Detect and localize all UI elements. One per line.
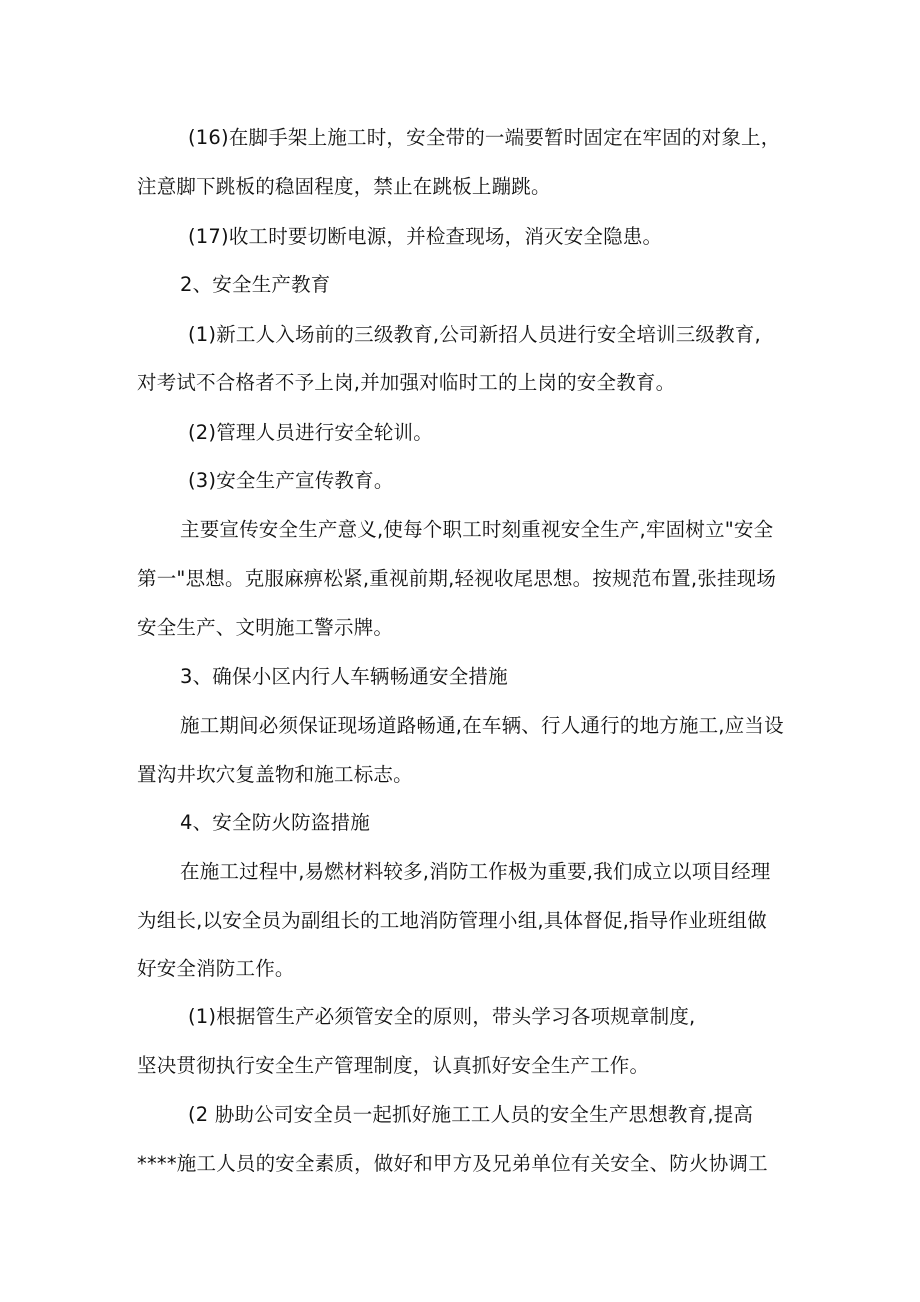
text-line: 为组长,以安全员为副组长的工地消防管理小组,具体督促,指导作业班组做 — [137, 909, 767, 932]
text-line: 好安全消防工作。 — [137, 957, 295, 980]
section-heading: 3、确保小区内行人车辆畅通安全措施 — [180, 665, 508, 688]
text-line: (17)收工时要切断电源，并检查现场，消灭安全隐患。 — [188, 225, 663, 248]
text-line: 主要宣传安全生产意义,使每个职工时刻重视安全生产,牢固树立"安全 — [180, 518, 774, 541]
text-line: (16)在脚手架上施工时，安全带的一端要暂时固定在牢固的对象上， — [188, 126, 781, 149]
section-heading: 2、安全生产教育 — [180, 273, 331, 296]
text-line: 施工期间必须保证现场道路畅通,在车辆、行人通行的地方施工,应当设 — [180, 714, 784, 737]
text-line: 坚决贯彻执行安全生产管理制度，认真抓好安全生产工作。 — [137, 1054, 650, 1077]
text-line: (3)安全生产宣传教育。 — [188, 469, 394, 492]
text-line: (2 胁助公司安全员一起抓好施工工人员的安全生产思想教育,提高 — [188, 1103, 754, 1126]
text-line: 第一"思想。克服麻痹松紧,重视前期,轻视收尾思想。按规范布置,张挂现场 — [137, 567, 777, 590]
section-heading: 4、安全防火防盗措施 — [180, 811, 370, 834]
text-line: 对考试不合格者不予上岗,并加强对临时工的上岗的安全教育。 — [137, 371, 676, 394]
text-line: 置沟井坎穴复盖物和施工标志。 — [137, 763, 413, 786]
text-line: ****施工人员的安全素质，做好和甲方及兄弟单位有关安全、防火协调工 — [137, 1152, 768, 1175]
text-line: 注意脚下跳板的稳固程度，禁止在跳板上蹦跳。 — [137, 175, 551, 198]
text-line: 安全生产、文明施工警示牌。 — [137, 616, 394, 639]
text-line: 在施工过程中,易燃材料较多,消防工作极为重要,我们成立以项目经理 — [180, 860, 771, 883]
text-line: (1)根据管生产必须管安全的原则，带头学习各项规章制度, — [188, 1005, 696, 1028]
text-line: (2)管理人员进行安全轮训。 — [188, 421, 433, 444]
text-line: (1)新工人入场前的三级教育,公司新招人员进行安全培训三级教育, — [188, 323, 761, 346]
